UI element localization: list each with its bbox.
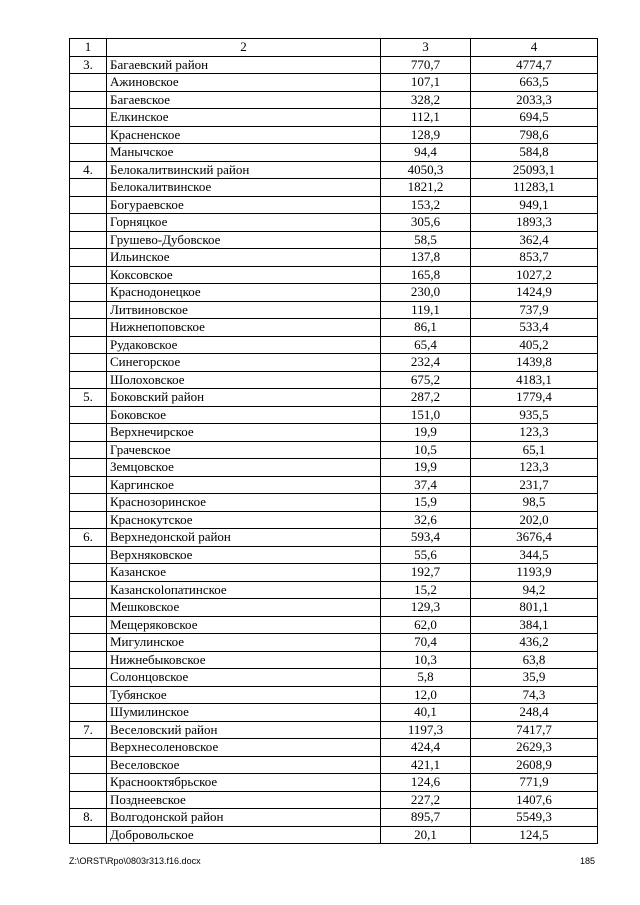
row-name-cell: Мещеряковское	[107, 616, 381, 634]
table-row	[70, 599, 598, 617]
row-number-cell: 8.	[70, 809, 107, 827]
row-value-4-cell: 4774,7	[471, 56, 598, 74]
row-name-cell: Грачевское	[107, 441, 381, 459]
row-value-3-cell: 55,6	[381, 546, 471, 564]
footer-page-number: 185	[580, 856, 596, 866]
row-number-cell: 5.	[70, 389, 107, 407]
row-value-4-cell: 1779,4	[471, 389, 598, 407]
row-value-4-cell: 7417,7	[471, 721, 598, 739]
row-number-cell: 4.	[70, 161, 107, 179]
row-name-cell: Горняцкое	[107, 214, 381, 232]
table-row	[70, 774, 598, 792]
row-value-4-cell: 202,0	[471, 511, 598, 529]
row-value-3-cell: 12,0	[381, 686, 471, 704]
row-value-4-cell: 2629,3	[471, 739, 598, 757]
row-name-cell: Краснозоринское	[107, 494, 381, 512]
table-row	[70, 336, 598, 354]
table-row	[70, 494, 598, 512]
row-name-cell: Веселовский район	[107, 721, 381, 739]
row-value-4-cell: 124,5	[471, 826, 598, 844]
table-row	[70, 196, 598, 214]
row-value-4-cell: 65,1	[471, 441, 598, 459]
row-number-cell	[70, 179, 107, 197]
header-cell-4: 4	[471, 39, 598, 57]
table-row	[70, 669, 598, 687]
row-name-cell: Верхнечирское	[107, 424, 381, 442]
row-value-3-cell: 62,0	[381, 616, 471, 634]
header-cell-1: 1	[70, 39, 107, 57]
row-value-4-cell: 11283,1	[471, 179, 598, 197]
row-value-4-cell: 384,1	[471, 616, 598, 634]
row-name-cell: Добровольское	[107, 826, 381, 844]
row-value-4-cell: 98,5	[471, 494, 598, 512]
row-value-3-cell: 65,4	[381, 336, 471, 354]
row-number-cell	[70, 739, 107, 757]
header-cell-3: 3	[381, 39, 471, 57]
table-row	[70, 371, 598, 389]
row-value-4-cell: 94,2	[471, 581, 598, 599]
table-row	[70, 809, 598, 827]
row-number-cell	[70, 511, 107, 529]
row-number-cell	[70, 231, 107, 249]
table-row	[70, 126, 598, 144]
row-value-4-cell: 3676,4	[471, 529, 598, 547]
row-number-cell	[70, 319, 107, 337]
table-row	[70, 511, 598, 529]
row-value-4-cell: 63,8	[471, 651, 598, 669]
row-number-cell	[70, 214, 107, 232]
row-value-3-cell: 192,7	[381, 564, 471, 582]
row-name-cell: Краснокутское	[107, 511, 381, 529]
row-value-3-cell: 58,5	[381, 231, 471, 249]
row-number-cell	[70, 494, 107, 512]
row-name-cell: Багаевский район	[107, 56, 381, 74]
table-row	[70, 739, 598, 757]
row-value-4-cell: 1439,8	[471, 354, 598, 372]
row-number-cell	[70, 126, 107, 144]
row-number-cell	[70, 406, 107, 424]
row-name-cell: Мигулинское	[107, 634, 381, 652]
table-row	[70, 214, 598, 232]
row-name-cell: Белокалитвинское	[107, 179, 381, 197]
row-value-3-cell: 107,1	[381, 74, 471, 92]
row-number-cell	[70, 336, 107, 354]
table-row	[70, 686, 598, 704]
row-value-3-cell: 86,1	[381, 319, 471, 337]
row-value-3-cell: 165,8	[381, 266, 471, 284]
row-value-4-cell: 2608,9	[471, 756, 598, 774]
row-value-4-cell: 1027,2	[471, 266, 598, 284]
table-row	[70, 826, 598, 844]
row-number-cell	[70, 651, 107, 669]
row-value-4-cell: 798,6	[471, 126, 598, 144]
row-value-3-cell: 19,9	[381, 424, 471, 442]
row-name-cell: Ажиновское	[107, 74, 381, 92]
table-row	[70, 756, 598, 774]
row-name-cell: Боковское	[107, 406, 381, 424]
row-name-cell: Нижнепоповское	[107, 319, 381, 337]
row-value-4-cell: 1893,3	[471, 214, 598, 232]
table-row	[70, 179, 598, 197]
row-value-4-cell: 25093,1	[471, 161, 598, 179]
row-name-cell: Тубянское	[107, 686, 381, 704]
row-number-cell	[70, 546, 107, 564]
row-value-4-cell: 231,7	[471, 476, 598, 494]
row-number-cell	[70, 91, 107, 109]
row-value-3-cell: 19,9	[381, 459, 471, 477]
table-row	[70, 266, 598, 284]
row-value-4-cell: 935,5	[471, 406, 598, 424]
row-value-3-cell: 10,3	[381, 651, 471, 669]
row-name-cell: Коксовское	[107, 266, 381, 284]
row-value-3-cell: 40,1	[381, 704, 471, 722]
table-row	[70, 704, 598, 722]
row-value-3-cell: 15,2	[381, 581, 471, 599]
header-cell-2: 2	[107, 39, 381, 57]
table-row	[70, 406, 598, 424]
row-number-cell	[70, 284, 107, 302]
table-row	[70, 791, 598, 809]
row-name-cell: Багаевское	[107, 91, 381, 109]
row-value-4-cell: 584,8	[471, 144, 598, 162]
row-value-3-cell: 137,8	[381, 249, 471, 267]
row-value-3-cell: 112,1	[381, 109, 471, 127]
table-row	[70, 441, 598, 459]
row-value-3-cell: 675,2	[381, 371, 471, 389]
row-name-cell: Мешковское	[107, 599, 381, 617]
row-value-3-cell: 128,9	[381, 126, 471, 144]
row-number-cell	[70, 424, 107, 442]
row-number-cell	[70, 266, 107, 284]
row-name-cell: Каргинское	[107, 476, 381, 494]
table-row	[70, 476, 598, 494]
row-name-cell: Манычское	[107, 144, 381, 162]
row-value-4-cell: 35,9	[471, 669, 598, 687]
table-row	[70, 354, 598, 372]
row-value-3-cell: 328,2	[381, 91, 471, 109]
row-value-3-cell: 37,4	[381, 476, 471, 494]
row-value-3-cell: 287,2	[381, 389, 471, 407]
table-row	[70, 546, 598, 564]
table-row	[70, 634, 598, 652]
row-number-cell	[70, 354, 107, 372]
row-name-cell: Краснодонецкое	[107, 284, 381, 302]
row-name-cell: Нижнебыковское	[107, 651, 381, 669]
row-number-cell	[70, 791, 107, 809]
row-number-cell	[70, 476, 107, 494]
row-number-cell: 7.	[70, 721, 107, 739]
row-value-4-cell: 1424,9	[471, 284, 598, 302]
row-value-4-cell: 771,9	[471, 774, 598, 792]
row-value-3-cell: 70,4	[381, 634, 471, 652]
row-value-4-cell: 949,1	[471, 196, 598, 214]
row-number-cell	[70, 301, 107, 319]
row-number-cell	[70, 616, 107, 634]
row-number-cell	[70, 774, 107, 792]
table-row	[70, 161, 598, 179]
row-name-cell: Шолоховское	[107, 371, 381, 389]
row-name-cell: Белокалитвинский район	[107, 161, 381, 179]
table-header-row	[70, 39, 598, 57]
table-row	[70, 249, 598, 267]
row-number-cell	[70, 599, 107, 617]
row-number-cell	[70, 634, 107, 652]
row-name-cell: Синегорское	[107, 354, 381, 372]
row-value-4-cell: 248,4	[471, 704, 598, 722]
row-value-3-cell: 421,1	[381, 756, 471, 774]
row-value-4-cell: 362,4	[471, 231, 598, 249]
row-name-cell: Солонцовское	[107, 669, 381, 687]
table-row	[70, 721, 598, 739]
row-number-cell	[70, 564, 107, 582]
row-name-cell: Богураевское	[107, 196, 381, 214]
row-value-3-cell: 593,4	[381, 529, 471, 547]
row-number-cell	[70, 144, 107, 162]
row-value-3-cell: 151,0	[381, 406, 471, 424]
table-row	[70, 74, 598, 92]
row-number-cell	[70, 686, 107, 704]
row-value-4-cell: 74,3	[471, 686, 598, 704]
row-name-cell: Боковский район	[107, 389, 381, 407]
row-number-cell	[70, 669, 107, 687]
table-row	[70, 389, 598, 407]
row-value-4-cell: 123,3	[471, 459, 598, 477]
row-name-cell: Волгодонской район	[107, 809, 381, 827]
row-value-4-cell: 694,5	[471, 109, 598, 127]
row-value-3-cell: 1197,3	[381, 721, 471, 739]
row-value-4-cell: 737,9	[471, 301, 598, 319]
row-number-cell	[70, 109, 107, 127]
row-name-cell: Литвиновское	[107, 301, 381, 319]
row-value-4-cell: 4183,1	[471, 371, 598, 389]
table-row	[70, 651, 598, 669]
row-value-3-cell: 895,7	[381, 809, 471, 827]
row-value-4-cell: 1193,9	[471, 564, 598, 582]
table-row	[70, 109, 598, 127]
row-value-3-cell: 32,6	[381, 511, 471, 529]
row-name-cell: Веселовское	[107, 756, 381, 774]
table-row	[70, 424, 598, 442]
row-value-3-cell: 230,0	[381, 284, 471, 302]
row-name-cell: Елкинское	[107, 109, 381, 127]
row-value-3-cell: 10,5	[381, 441, 471, 459]
table-row	[70, 564, 598, 582]
row-name-cell: Шумилинское	[107, 704, 381, 722]
row-value-3-cell: 153,2	[381, 196, 471, 214]
row-value-4-cell: 123,3	[471, 424, 598, 442]
row-value-3-cell: 5,8	[381, 669, 471, 687]
row-value-3-cell: 305,6	[381, 214, 471, 232]
footer-file-path: Z:\ORST\Rpo\0803r313.f16.docx	[69, 856, 201, 866]
row-value-3-cell: 1821,2	[381, 179, 471, 197]
row-number-cell	[70, 756, 107, 774]
row-name-cell: Красненское	[107, 126, 381, 144]
row-number-cell	[70, 371, 107, 389]
row-value-4-cell: 801,1	[471, 599, 598, 617]
row-value-3-cell: 232,4	[381, 354, 471, 372]
row-number-cell	[70, 704, 107, 722]
row-value-4-cell: 1407,6	[471, 791, 598, 809]
row-name-cell: Краснооктябрьское	[107, 774, 381, 792]
row-value-3-cell: 770,7	[381, 56, 471, 74]
row-number-cell	[70, 459, 107, 477]
row-name-cell: Ильинское	[107, 249, 381, 267]
row-number-cell	[70, 196, 107, 214]
row-value-4-cell: 344,5	[471, 546, 598, 564]
row-number-cell	[70, 826, 107, 844]
table-row	[70, 231, 598, 249]
row-value-4-cell: 853,7	[471, 249, 598, 267]
row-name-cell: Казанскolопатинское	[107, 581, 381, 599]
row-name-cell: Верхнедонской район	[107, 529, 381, 547]
row-value-3-cell: 94,4	[381, 144, 471, 162]
table-row	[70, 319, 598, 337]
table-row	[70, 459, 598, 477]
row-value-3-cell: 124,6	[381, 774, 471, 792]
row-name-cell: Земцовское	[107, 459, 381, 477]
row-number-cell: 3.	[70, 56, 107, 74]
row-value-3-cell: 15,9	[381, 494, 471, 512]
row-value-4-cell: 2033,3	[471, 91, 598, 109]
table-row	[70, 91, 598, 109]
table-row	[70, 284, 598, 302]
row-name-cell: Грушево-Дубовское	[107, 231, 381, 249]
row-value-3-cell: 119,1	[381, 301, 471, 319]
row-value-4-cell: 405,2	[471, 336, 598, 354]
row-name-cell: Позднеевское	[107, 791, 381, 809]
row-number-cell	[70, 441, 107, 459]
table-row	[70, 581, 598, 599]
row-value-4-cell: 533,4	[471, 319, 598, 337]
row-number-cell	[70, 249, 107, 267]
row-value-3-cell: 4050,3	[381, 161, 471, 179]
row-name-cell: Казанское	[107, 564, 381, 582]
table-row	[70, 616, 598, 634]
row-number-cell	[70, 74, 107, 92]
row-value-3-cell: 227,2	[381, 791, 471, 809]
table-body	[70, 39, 598, 844]
row-value-4-cell: 436,2	[471, 634, 598, 652]
row-name-cell: Верхнесоленовское	[107, 739, 381, 757]
row-value-4-cell: 663,5	[471, 74, 598, 92]
row-value-3-cell: 129,3	[381, 599, 471, 617]
row-value-4-cell: 5549,3	[471, 809, 598, 827]
row-number-cell: 6.	[70, 529, 107, 547]
table-row	[70, 529, 598, 547]
data-table	[69, 38, 598, 844]
table-row	[70, 144, 598, 162]
row-value-3-cell: 20,1	[381, 826, 471, 844]
row-number-cell	[70, 581, 107, 599]
row-name-cell: Рудаковское	[107, 336, 381, 354]
table-row	[70, 56, 598, 74]
row-value-3-cell: 424,4	[381, 739, 471, 757]
row-name-cell: Верхняковское	[107, 546, 381, 564]
table-row	[70, 301, 598, 319]
